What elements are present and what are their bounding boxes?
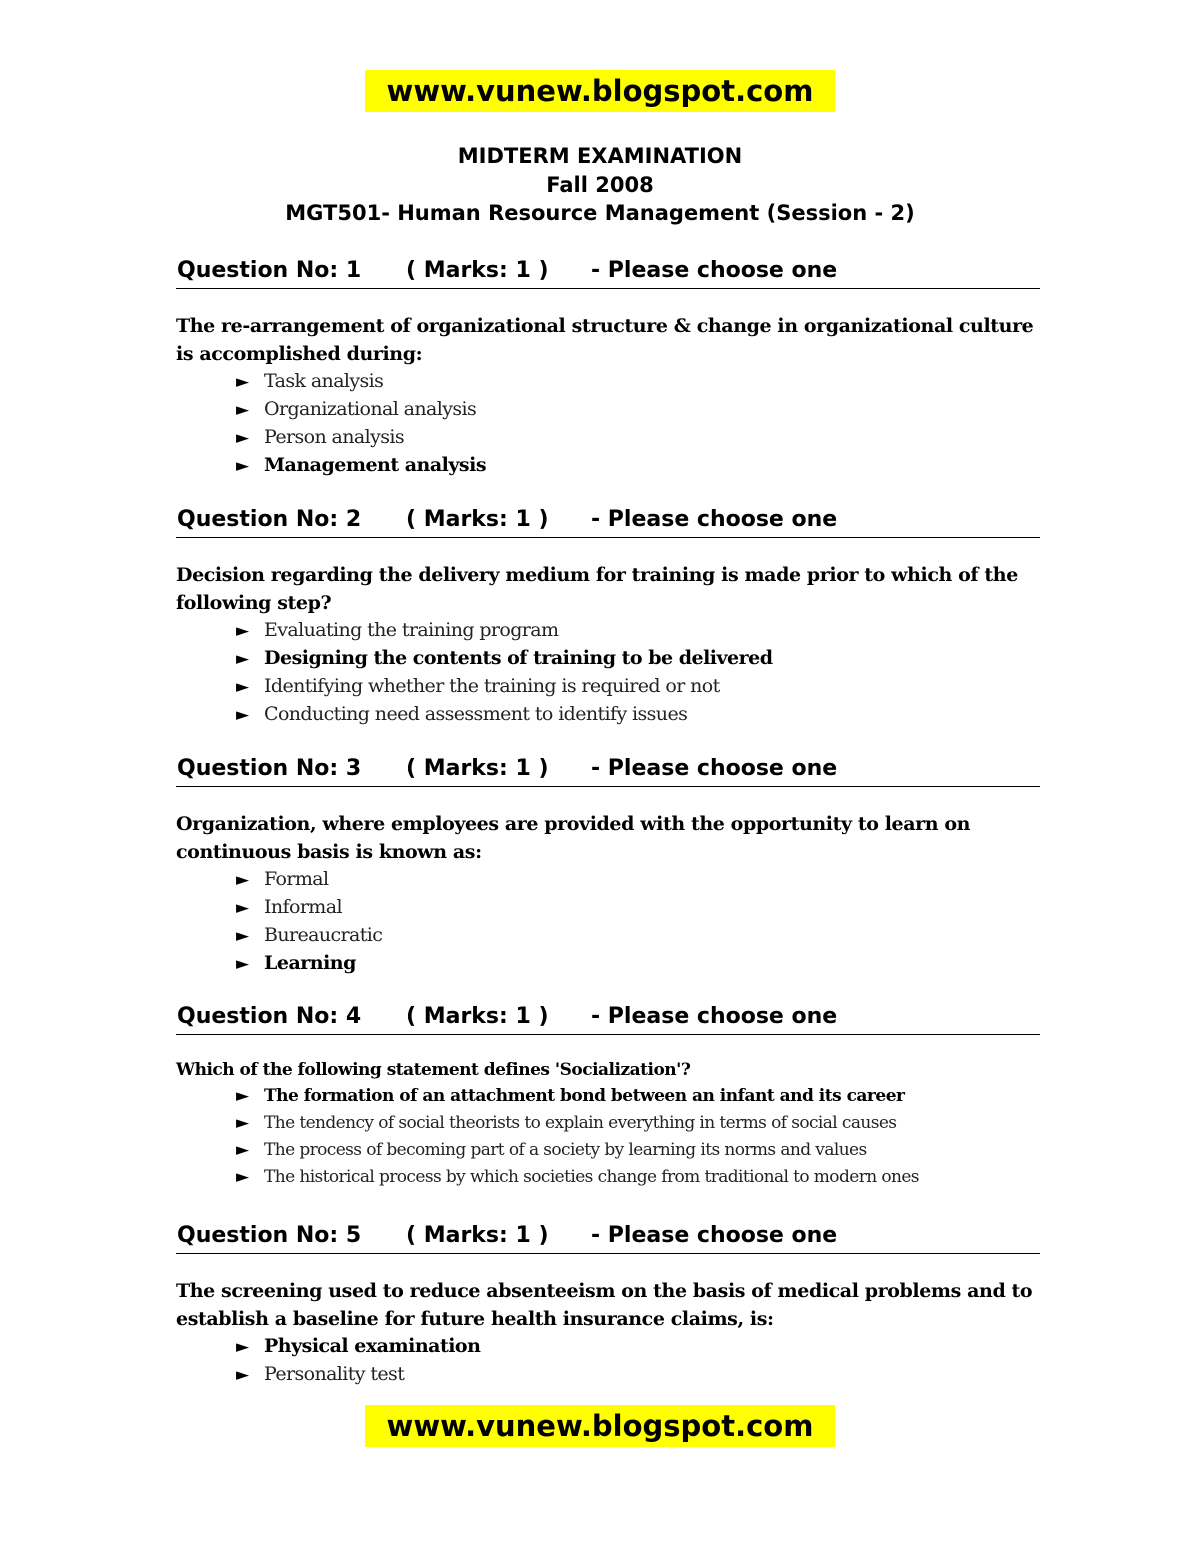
option-correct[interactable] xyxy=(236,1083,1040,1110)
question-instruction: - Please choose one xyxy=(591,507,838,532)
question-3 xyxy=(176,754,1040,978)
option[interactable] xyxy=(236,368,1040,396)
question-marks: ( Marks: 1 ) xyxy=(406,507,549,532)
option-label: The process of becoming part of a society by learning its norms and values xyxy=(264,1140,867,1160)
right-pointer-icon: ► xyxy=(236,621,249,641)
question-number: Question No: 2 xyxy=(177,507,362,532)
question-number: Question No: 4 xyxy=(177,1004,362,1029)
option-label: Identifying whether the training is required or not xyxy=(264,675,720,697)
right-pointer-icon: ► xyxy=(236,428,249,448)
right-pointer-icon: ► xyxy=(236,1113,249,1133)
option[interactable] xyxy=(236,1137,1040,1164)
option-label: Conducting need assessment to identify issues xyxy=(264,703,688,725)
option[interactable] xyxy=(236,866,1040,894)
option[interactable] xyxy=(236,894,1040,922)
options-list xyxy=(176,368,1040,480)
option[interactable] xyxy=(236,424,1040,452)
question-header xyxy=(176,256,1040,289)
option-label: Informal xyxy=(264,896,342,918)
question-text: The screening used to reduce absenteeism on the basis of medical problems and to establish a baseline for future health insurance claims, is: xyxy=(176,1280,1033,1330)
option-correct[interactable] xyxy=(236,452,1040,480)
question-number: Question No: 1 xyxy=(177,258,362,283)
option-label: Task analysis xyxy=(264,370,384,392)
option-label: Bureaucratic xyxy=(264,924,383,946)
question-instruction: - Please choose one xyxy=(591,756,838,781)
question-header xyxy=(176,1221,1040,1254)
question-header xyxy=(176,505,1040,538)
question-2 xyxy=(176,505,1040,729)
question-instruction: - Please choose one xyxy=(591,1223,838,1248)
option-label: The historical process by which societies change from traditional to modern ones xyxy=(264,1167,919,1187)
option[interactable] xyxy=(236,922,1040,950)
option-label: Learning xyxy=(264,952,356,974)
question-number: Question No: 3 xyxy=(177,756,362,781)
question-1 xyxy=(176,256,1040,480)
right-pointer-icon: ► xyxy=(236,926,249,946)
right-pointer-icon: ► xyxy=(236,677,249,697)
right-pointer-icon: ► xyxy=(236,898,249,918)
right-pointer-icon: ► xyxy=(236,649,249,669)
question-instruction: - Please choose one xyxy=(591,1004,838,1029)
option-correct[interactable] xyxy=(236,645,1040,673)
question-4 xyxy=(176,1002,1040,1191)
exam-term: Fall 2008 xyxy=(546,172,654,197)
right-pointer-icon: ► xyxy=(236,705,249,725)
option-correct[interactable] xyxy=(236,1333,1040,1361)
question-text: The re-arrangement of organizational structure & change in organizational culture is accomplished during: xyxy=(176,315,1034,365)
option-correct[interactable] xyxy=(236,950,1040,978)
exam-title-block xyxy=(0,142,1200,228)
option-label: Person analysis xyxy=(264,426,405,448)
option[interactable] xyxy=(236,617,1040,645)
option[interactable] xyxy=(236,673,1040,701)
question-marks: ( Marks: 1 ) xyxy=(406,258,549,283)
options-list xyxy=(176,1083,1040,1191)
option-label: The formation of an attachment bond between an infant and its career xyxy=(264,1086,905,1106)
option-label: The tendency of social theorists to explain everything in terms of social causes xyxy=(264,1113,897,1133)
right-pointer-icon: ► xyxy=(236,954,249,974)
right-pointer-icon: ► xyxy=(236,372,249,392)
right-pointer-icon: ► xyxy=(236,1140,249,1160)
option-label: Personality test xyxy=(264,1363,405,1385)
right-pointer-icon: ► xyxy=(236,400,249,420)
question-header xyxy=(176,1002,1040,1035)
question-text: Which of the following statement defines 'Socialization'? xyxy=(176,1060,691,1080)
option[interactable] xyxy=(236,1110,1040,1137)
option-label: Formal xyxy=(264,868,329,890)
website-banner-top: www.vunew.blogspot.com xyxy=(365,70,835,112)
right-pointer-icon: ► xyxy=(236,1167,249,1187)
course-title: MGT501- Human Resource Management (Session - 2) xyxy=(285,201,915,225)
question-marks: ( Marks: 1 ) xyxy=(406,1223,549,1248)
question-text: Organization, where employees are provided with the opportunity to learn on continuous basis is known as: xyxy=(176,813,971,863)
right-pointer-icon: ► xyxy=(236,870,249,890)
option-label: Organizational analysis xyxy=(264,398,477,420)
option[interactable] xyxy=(236,396,1040,424)
option-label: Evaluating the training program xyxy=(264,619,559,641)
right-pointer-icon: ► xyxy=(236,1365,249,1385)
exam-title: MIDTERM EXAMINATION xyxy=(457,144,743,168)
options-list xyxy=(176,1333,1040,1389)
question-text: Decision regarding the delivery medium for training is made prior to which of the following step? xyxy=(176,564,1018,614)
option-label: Management analysis xyxy=(264,454,487,476)
option[interactable] xyxy=(236,701,1040,729)
question-number: Question No: 5 xyxy=(177,1223,362,1248)
question-marks: ( Marks: 1 ) xyxy=(406,1004,549,1029)
question-5 xyxy=(176,1221,1040,1389)
question-instruction: - Please choose one xyxy=(591,258,838,283)
options-list xyxy=(176,866,1040,978)
option-label: Physical examination xyxy=(264,1335,481,1357)
option-label: Designing the contents of training to be delivered xyxy=(264,647,773,669)
option[interactable] xyxy=(236,1164,1040,1191)
options-list xyxy=(176,617,1040,729)
website-banner-bottom: www.vunew.blogspot.com xyxy=(365,1405,835,1447)
right-pointer-icon: ► xyxy=(236,456,249,476)
right-pointer-icon: ► xyxy=(236,1086,249,1106)
right-pointer-icon: ► xyxy=(236,1337,249,1357)
question-header xyxy=(176,754,1040,787)
question-marks: ( Marks: 1 ) xyxy=(406,756,549,781)
option[interactable] xyxy=(236,1361,1040,1389)
